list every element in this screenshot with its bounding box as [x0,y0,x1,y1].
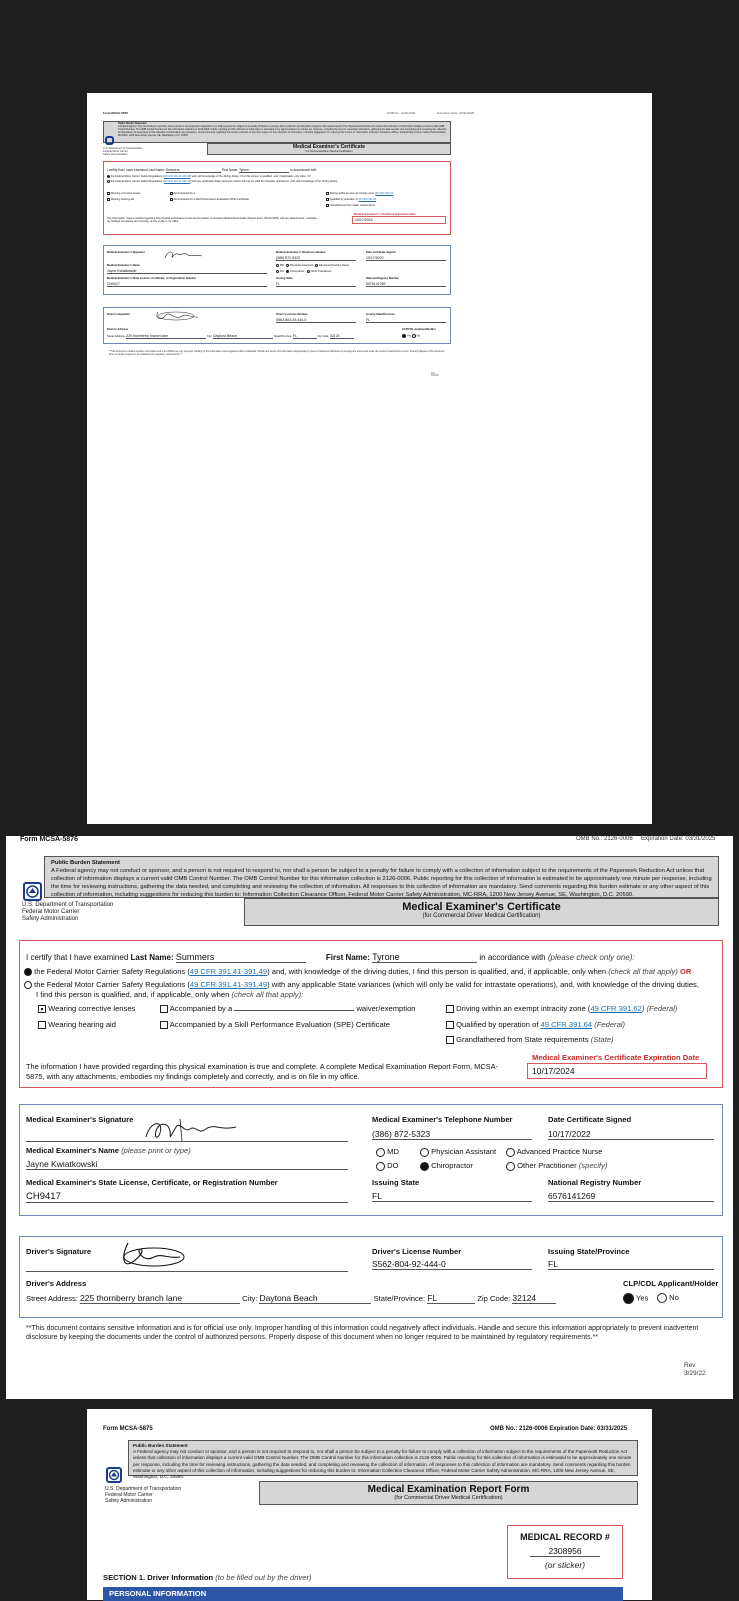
form-id: Form MCSA-5876 [20,836,78,843]
footnote: **This document contains sensitive information and is for official use only. Improper handling of this information could negatively affect individuals. Handle and secure this information appropriately to prevent inadvertent disclosure by keeping the documents under the control of authorized persons. Properly dispose of this document when no longer required to be maintained by regulatory requirements.** [26,1325,699,1341]
examiner-signature [162,249,212,261]
driver-address-line: Street Address: 225 thornberry branch lane City: Daytona Beach State/Province: FL Zip Code: 32124 [107,334,354,339]
report-page [87,1409,652,1600]
report-title-band [259,1481,638,1505]
radio-chiropractor[interactable]: Chiropractor [420,1161,473,1171]
certificate-subtitle: (for Commercial Driver Medical Certification) [305,150,353,153]
registry-label: National Registry Number [548,1178,642,1187]
burden-text: A Federal agency may not conduct or sponsor, and a person is not required to respond to, nor shall a person be subject to a penalty for failure to comply with a collection of information subject to the requirements of the Paperwork Reduction Act unless that collection of information displays a current valid OMB Control Number. The OMB Control Number for this information collection is 2126-0006. Public reporting for this collection of information is estimated to be approximately one minute per response, including the time for reviewing instructions, gathering the data needed, and completing and reviewing the collection of information. All responses to this collection of information are mandatory. Send comments regarding this burden estimate or any other aspect of this collection of information, including suggestions for reducing this burden to: Information Collection Clearance Officer, Federal Motor Carrier Safety Administration, MC-RRA, 1200 New Jersey Avenue, SE, Washington, D.C. 20590. [118,124,447,137]
license-number: CH9417 [107,282,267,287]
examiner-signature [140,1115,250,1143]
option-federal[interactable]: the Federal Motor Carrier Safety Regulations (49 CFR 391.41-391.49) and, with knowledge of the driving duties, I find this person is qualified, and, if applicable, only when OR [107,175,311,178]
issuing-state-label: Issuing State [372,1178,420,1187]
phone-label: Medical Examiner's Telephone Number [372,1115,513,1124]
expiration: Expiration Date: 03/31/2025 [437,111,475,115]
title-band [244,898,719,926]
info-text: The information I have provided regarding this physical examination is true and complete. A complete Medical Examination Report Form, MCSA-5875, with any attachments, embodies my findings completely and correctly, and is on file in my office. [26,1062,498,1081]
agency-block: U.S. Department of Transportation Federal Motor Carrier Safety Administration [103,147,143,156]
credential-radios[interactable]: MD Physician Assistant Advanced Practice Nurse [276,264,349,267]
expiration-label: Medical Examiner's Certificate Expiration Date [354,212,416,216]
burden-statement [44,856,719,898]
burden-title: Public Burden Statement [51,860,120,866]
report-burden-statement: Public Burden Statement A Federal agency may not conduct or sponsor, and a person is not required to respond to, nor shall a person be subject to a penalty for failure to comply with a collection of information subject to the requirements of the Paperwork Reduction Act unless that collection of information displays a current valid OMB Control Number. The OMB Control Number for this information collection is 2126-0006. Public reporting for this collection of information is estimated to be approximately one minute per response, including the time for reviewing instructions, gathering the data needed, and completing and reviewing the collection of information. All responses to this collection of information are mandatory. Send comments regarding this burden estimate or any other aspect of this collection of information, including suggestions for reducing this burden to: Information Collection Clearance Officer, Federal Motor Carrier Safety Administration, MC-RRA, 1200 New Jersey Avenue, SE, Washington, D.C. 20590. [128,1440,638,1476]
certify-line: I certify that I have examined Last Name: Summers First Name: Tyrone in accordance with (please check only one): [26,952,635,962]
checkbox-spe[interactable]: Accompanied by a Skill Performance Evaluation (SPE) Certificate [170,198,249,201]
report-title: Medical Examination Report Form [367,1484,530,1495]
license-number: CH9417 [26,1191,348,1203]
driver-license-number: S562-804-92-444-0 [276,318,356,323]
certificate-title: Medical Examiner's Certificate [402,901,561,913]
rev: Rev 3/29/22 [431,373,439,377]
city: Daytona Beach [259,1293,371,1304]
registry-number: 6576141269 [366,282,446,287]
state: FL [427,1293,475,1304]
expiration: Expiration Date: 03/31/2025 [641,836,716,842]
agency-block: U.S. Department of Transportation Federal Motor Carrier Safety Administration [22,902,114,922]
report-form-id: Form MCSA-5875 [103,1426,153,1432]
date-signed: 10/17/2022 [366,256,446,261]
registry-number: 6576141269 [548,1191,714,1202]
checkbox-accompanied[interactable]: Accompanied by a waiver/exemption [160,1004,416,1013]
credential-radios-row2[interactable]: DO Chiropractor Other Practitioner [276,270,332,273]
omb-number: OMB No.: 2126-0006 [576,836,633,842]
driver-address-line: Street Address: 225 thornberry branch lane City: Daytona Beach State/Province: FL Zip Code: 32124 [26,1293,556,1304]
checkbox-spe[interactable]: Accompanied by a Skill Performance Evaluation (SPE) Certificate [160,1020,390,1029]
expiration-date: 10/17/2024 [352,216,446,224]
driver-license-label: Driver's License Number [372,1247,462,1256]
form-id: Form MCSA-5876 [103,111,128,115]
certificate-page-thumbnail [87,93,652,824]
burden-text: A Federal agency may not conduct or sponsor, and a person is not required to respond to, nor shall a person be subject to a penalty for failure to comply with a collection of information subject to the requirements of the Paperwork Reduction Act unless that collection of information displays a current valid OMB Control Number. The OMB Control Number for this information collection is 2126-0006. Public reporting for this collection of information is estimated to be approximately one minute per response, including the time for reviewing instructions, gathering the data needed, and completing and reviewing the collection of information. All responses to this collection of information are mandatory. Send comments regarding this burden estimate or any other aspect of this collection of information, including suggestions for reducing this burden to: Information Collection Clearance Officer, Federal Motor Carrier Safety Administration, MC-RRA, 1200 New Jersey Avenue, SE, Washington, D.C. 20590. [51,868,712,898]
medical-record-box [507,1525,623,1579]
checkbox-qualified[interactable]: Qualified by operation of 49 CFR 391.64 [326,198,376,201]
certificate-subtitle: (for Commercial Driver Medical Certification) [422,913,541,919]
medical-record-sticker: (or sticker) [544,1560,586,1570]
cdl-radio-yes[interactable]: Yes [623,1293,648,1304]
issuing-state: FL [372,1191,532,1202]
option-state[interactable]: the Federal Motor Carrier Safety Regulations (49 CFR 391.41-391.49) with any applicable State variances (which will only be valid for intrastate operations), and, with knowledge of the driving duties, [107,180,338,183]
examiner-name-label: Medical Examiner's Name (please print or type) [26,1146,191,1155]
expiration-label: Medical Examiner's Certificate Expiration Date [532,1053,700,1062]
examiner-name: Jayne Kwiatkowski [26,1159,348,1170]
burden-title: Public Burden Statement [118,122,147,125]
footnote: **This document contains sensitive information and is for official use only. Improper handling of this information could negatively affect individuals. Handle and secure this information appropriately to prevent inadvertent disclosure by keeping the documents under the control of authorized persons. Properly dispose of this document when no longer required to be maintained by regulatory requirements.** [109,351,445,356]
medical-record-number: 2308956 [530,1546,600,1557]
cdl-radios[interactable]: Yes No [402,334,420,338]
license-label: Medical Examiner's State License, Certificate, or Registration Number [26,1178,278,1187]
checkbox-grandfathered[interactable]: Grandfathered from State requirements [326,204,375,207]
last-name-value: Summers [176,952,306,963]
examiner-box: Medical Examiner's Signature Medical Examiner's Telephone Number (386) 872-5323 Date Certificate Signed 10/17/2022 Medical Examiner's Name Jayne Kwiatkowski MD Physician Assistant Advanced Practice Nurse DO Chiropractor Other Practitioner Medical Examiner's State License, Certificate, or Registration Number CH9417 Issuing State FL National Registry Number 6576141269 [103,245,451,295]
radio-do[interactable]: DO [376,1161,399,1171]
checkbox-hearing[interactable]: Wearing hearing aid [107,198,134,201]
issuing-province: FL [548,1259,714,1270]
checkbox-intracity[interactable]: Driving within an exempt intracity zone (49 CFR 391.62) (Federal) [446,1004,677,1013]
examiner-box [19,1104,723,1216]
option-state-cont: I find this person is qualified, and, if applicable, only when (check all that apply): [36,990,304,999]
checkbox-accompanied[interactable]: Accompanied by a [170,192,195,195]
expiration-date: 10/17/2024 [527,1063,707,1079]
examiner-signature-label: Medical Examiner's Signature [26,1115,134,1124]
revision: Rev 3/29/22 [684,1362,706,1377]
option-state[interactable]: the Federal Motor Carrier Safety Regulations (49 CFR 391.41-391.49) with any applicable State variances (which will only be valid for intrastate operations), and, with knowledge of the driving duties, [24,980,699,989]
driver-license-number: S562-804-92-444-0 [372,1259,532,1270]
checkbox-lenses[interactable]: Wearing corrective lenses [107,192,141,195]
report-agency-block: U.S. Department of Transportation Federal Motor Carrier Safety Administration [105,1486,182,1504]
dot-logo-icon [106,1467,122,1483]
driver-address-label: Driver's Address [26,1279,87,1288]
personal-information-banner: PERSONAL INFORMATION [103,1587,623,1601]
examiner-phone: (386) 872-5323 [372,1129,532,1140]
radio-md[interactable]: MD [376,1147,399,1157]
checkbox-intracity[interactable]: Driving within an exempt intracity zone (49 CFR 391.62 [326,192,393,195]
certify-line: I certify that I have examined Last Name: Summers First Name: Tyrone in accordance with [107,168,317,172]
cdl-label: CLP/CDL Applicant/Holder [623,1279,719,1288]
driver-box [19,1236,723,1318]
issuing-province-label: Issuing State/Province [548,1247,630,1256]
dot-logo-icon [23,882,42,901]
checkbox-grandfathered[interactable]: Grandfathered from State requirements (State) [446,1035,614,1044]
omb-number: OMB No.: 2126-0006 [387,111,416,115]
title-band [207,143,451,155]
examiner-name: Jayne Kwiatkowski [107,269,267,274]
checkbox-hearing[interactable]: Wearing hearing aid [38,1020,116,1029]
cdl-radio-no[interactable]: No [657,1293,679,1303]
radio-other[interactable]: Other Practitioner (specify) [506,1161,607,1171]
checkbox-lenses[interactable]: Wearing corrective lenses [38,1004,135,1013]
info-text: The information I have provided regarding this physical examination is true and complete. A complete Medical Examination Report Form, MCSA-5875, with any attachments, embodies my findings completely and correctly, and is on file in my office. [107,217,317,224]
medical-record-label: MEDICAL RECORD # [520,1532,610,1542]
date-signed: 10/17/2022 [548,1129,714,1140]
driver-box: Driver's Signature Driver's License Number S562-804-92-444-0 Issuing State/Province FL Driver's Address Street Address: 225 thornberry branch lane City: Daytona Beach State/Province: FL Zip Code: 32124 CLP/CDL Applicant/Holder Yes No [103,307,451,344]
report-subtitle: (for Commercial Driver Medical Certification) [394,1495,503,1501]
street-address: 225 thornberry branch lane [80,1293,240,1304]
examiner-phone: (386) 872-5323 [276,256,356,261]
radio-apn[interactable]: Advanced Practice Nurse [506,1147,602,1157]
driver-signature-label: Driver's Signature [26,1247,92,1256]
driver-signature [114,1239,194,1273]
first-name-value: Tyrone [372,952,477,963]
report-omb: OMB No.: 2126-0006 Expiration Date: 03/31/2025 [490,1426,628,1432]
burden-statement [103,121,451,143]
certification-box [19,940,723,1088]
certificate-page [6,836,733,1399]
option-federal[interactable]: the Federal Motor Carrier Safety Regulations (49 CFR 391.41-391.49) and, with knowledge of the driving duties, I find this person is qualified, and, if applicable, only when (check all that apply) OR [24,967,691,976]
certification-box [103,161,451,235]
date-signed-label: Date Certificate Signed [548,1115,632,1124]
section1-heading: SECTION 1. Driver Information (to be filled out by the driver) [103,1573,312,1582]
certificate-title: Medical Examiner's Certificate [292,144,366,150]
radio-pa[interactable]: Physician Assistant [420,1147,496,1157]
checkbox-qualified[interactable]: Qualified by operation of 49 CFR 391.64 (Federal) [446,1020,625,1029]
driver-signature [152,309,202,323]
zip-code: 32124 [512,1293,556,1304]
dot-logo-icon [105,136,114,145]
